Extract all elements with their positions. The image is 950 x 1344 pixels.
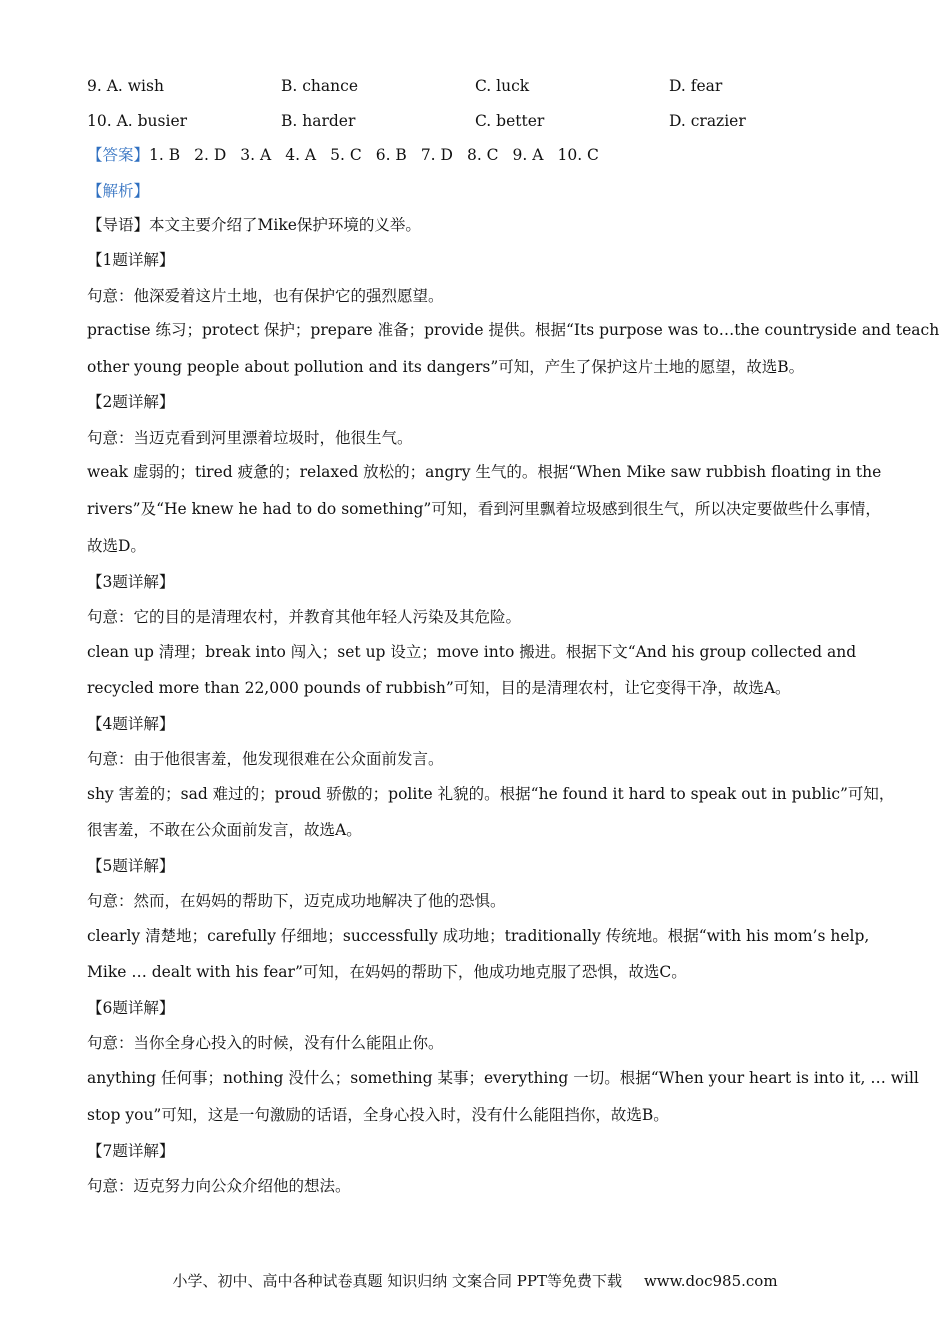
section-explanation-line: clean up 清理；break into 闯入；set up 设立；move into 搬进。根据下文“And his group collected and: [87, 643, 857, 661]
answer-value: 1. B: [149, 146, 181, 164]
analysis-label: 【解析】: [87, 182, 150, 200]
section-heading: 【5题详解】: [87, 857, 175, 875]
answer-value: 4. A: [285, 146, 317, 164]
q10-option-d: D. crazier: [669, 112, 746, 130]
page-footer: [0, 1270, 950, 1291]
footer-text: 小学、初中、高中各种试卷真题 知识归纳 文案合同 PPT等免费下载: [172, 1272, 622, 1290]
section-sentence: 句意：当迈克看到河里漂着垃圾时，他很生气。: [87, 429, 413, 447]
section-sentence: 句意：迈克努力向公众介绍他的想法。: [87, 1177, 351, 1195]
q10-option-a: 10. A. busier: [87, 112, 188, 130]
answer-label: 【答案】: [87, 146, 150, 164]
section-sentence: 句意：他深爱着这片土地，也有保护它的强烈愿望。: [87, 287, 444, 305]
section-explanation-line: recycled more than 22,000 pounds of rubbish”可知，目的是清理农村，让它变得干净，故选A。: [87, 679, 791, 697]
answer-value: 3. A: [240, 146, 272, 164]
answer-value: 6. B: [375, 146, 407, 164]
section-heading: 【7题详解】: [87, 1142, 175, 1160]
q9-option-d: D. fear: [669, 77, 723, 95]
q9-option-c: C. luck: [475, 77, 530, 95]
section-sentence: 句意：它的目的是清理农村，并教育其他年轻人污染及其危险。: [87, 608, 522, 626]
lead-text: 【导语】本文主要介绍了Mike保护环境的义举。: [87, 216, 421, 234]
section-explanation-line: stop you”可知，这是一句激励的话语，全身心投入时，没有什么能阻挡你，故选B。: [87, 1106, 669, 1124]
section-explanation-line: anything 任何事；nothing 没什么；something 某事；everything 一切。根据“When your heart is into it, … will: [87, 1069, 919, 1087]
answer-line: [87, 145, 613, 165]
q9-option-b: B. chance: [281, 77, 358, 95]
section-explanation-line: weak 虚弱的；tired 疲惫的；relaxed 放松的；angry 生气的。根据“When Mike saw rubbish floating in the: [87, 463, 882, 481]
q10-option-c: C. better: [475, 112, 545, 130]
section-explanation-line: practise 练习；protect 保护；prepare 准备；provide 提供。根据“Its purpose was to…the countryside and teach: [87, 321, 940, 339]
answer-value: 8. C: [466, 146, 499, 164]
section-explanation-line: clearly 清楚地；carefully 仔细地；successfully 成功地；traditionally 传统地。根据“with his mom’s help,: [87, 927, 870, 945]
section-heading: 【4题详解】: [87, 715, 175, 733]
answer-value: 2. D: [194, 146, 227, 164]
section-explanation-line: 很害羞，不敢在公众面前发言，故选A。: [87, 821, 362, 839]
answer-value: 9. A: [512, 146, 544, 164]
section-explanation-line: Mike … dealt with his fear”可知，在妈妈的帮助下，他成功地克服了恐惧，故选C。: [87, 963, 687, 981]
section-heading: 【1题详解】: [87, 251, 175, 269]
section-heading: 【2题详解】: [87, 393, 175, 411]
section-explanation-line: shy 害羞的；sad 难过的；proud 骄傲的；polite 礼貌的。根据“he found it hard to speak out in public”可知，: [87, 785, 895, 803]
section-sentence: 句意：然而，在妈妈的帮助下，迈克成功地解决了他的恐惧。: [87, 892, 506, 910]
section-explanation-line: rivers”及“He knew he had to do something”可知，看到河里飘着垃圾感到很生气，所以决定要做些什么事情，: [87, 500, 881, 518]
section-heading: 【6题详解】: [87, 999, 175, 1017]
section-sentence: 句意：当你全身心投入的时候，没有什么能阻止你。: [87, 1034, 444, 1052]
answer-value: 10. C: [557, 146, 599, 164]
q10-option-b: B. harder: [281, 112, 356, 130]
footer-site-link[interactable]: www.doc985.com: [643, 1272, 778, 1290]
answer-value: 5. C: [330, 146, 362, 164]
section-sentence: 句意：由于他很害羞，他发现很难在公众面前发言。: [87, 750, 444, 768]
answer-value: 7. D: [420, 146, 453, 164]
section-explanation-line: other young people about pollution and its dangers”可知，产生了保护这片土地的愿望，故选B。: [87, 358, 805, 376]
q9-option-a: 9. A. wish: [87, 77, 164, 95]
section-heading: 【3题详解】: [87, 573, 175, 591]
section-explanation-line: 故选D。: [87, 537, 146, 555]
